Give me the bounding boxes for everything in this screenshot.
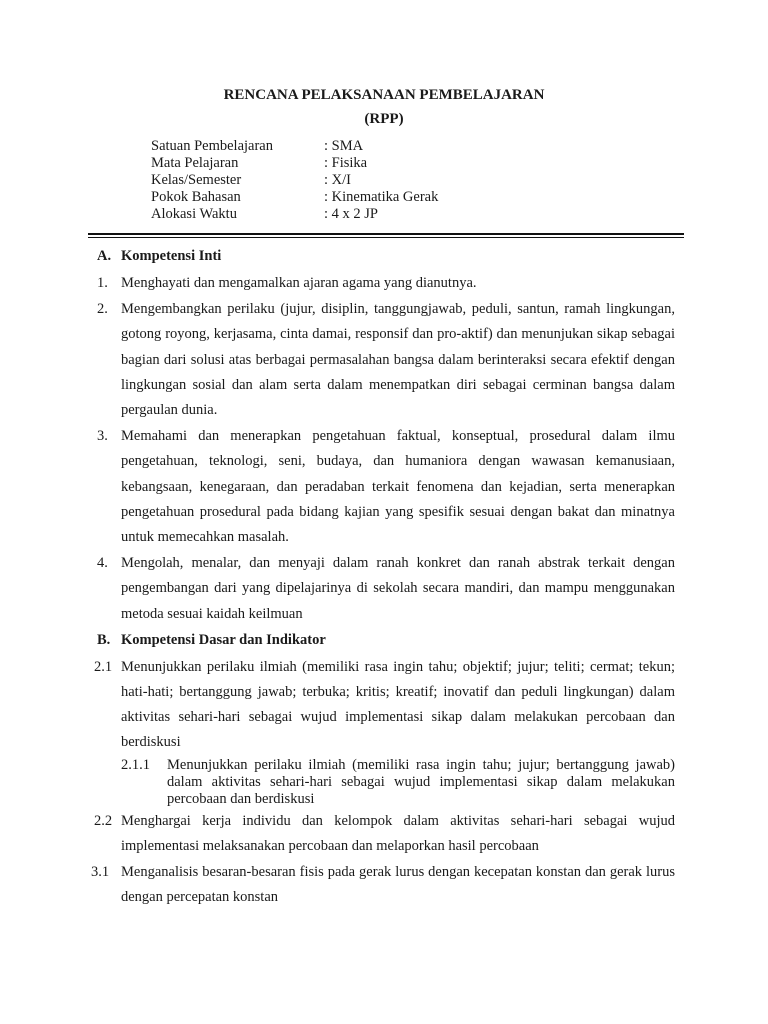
list-item bbox=[97, 297, 675, 423]
meta-table bbox=[151, 138, 438, 223]
meta-row bbox=[151, 189, 438, 206]
indicator-number: 2.1.1 bbox=[121, 756, 150, 773]
meta-value: : Kinematika Gerak bbox=[324, 189, 439, 205]
competency-number: 2.1 bbox=[94, 658, 113, 675]
competency-number: 2.2 bbox=[94, 812, 113, 829]
list-item bbox=[97, 551, 675, 627]
section-letter: A. bbox=[97, 248, 112, 264]
indicator-text: Menunjukkan perilaku ilmiah (memiliki rasa ingin tahu; jujur; bertanggung jawab) dalam aktivitas sehari-hari sebagai wujud implementasi sikap dalam melakukan percobaan dan berdiskusi bbox=[167, 756, 675, 807]
meta-row bbox=[151, 172, 438, 189]
meta-row bbox=[151, 206, 438, 223]
meta-value: : 4 x 2 JP bbox=[324, 206, 378, 222]
list-item bbox=[97, 424, 675, 550]
competency-item bbox=[94, 655, 675, 756]
competency-item bbox=[91, 860, 675, 910]
competency-text: Menunjukkan perilaku ilmiah (memiliki rasa ingin tahu; objektif; jujur; teliti; cermat; tekun; hati-hati; bertanggung jawab; terbuka; kritis; kreatif; inovatif dan peduli lingkungan) dalam aktivitas sehari-hari sebagai wujud implementasi sikap dalam melakukan percobaan dan berdiskusi bbox=[121, 658, 675, 751]
section-a-heading bbox=[97, 244, 675, 268]
document-body bbox=[91, 244, 675, 911]
item-number: 1. bbox=[97, 275, 108, 291]
meta-key: Pokok Bahasan bbox=[151, 189, 241, 205]
item-number: 4. bbox=[97, 555, 108, 572]
section-title: Kompetensi Dasar dan Indikator bbox=[121, 631, 326, 648]
competency-text: Menganalisis besaran-besaran fisis pada gerak lurus dengan kecepatan konstan dan gerak lurus dengan percepatan konstan bbox=[121, 864, 675, 906]
item-text: Memahami dan menerapkan pengetahuan faktual, konseptual, prosedural dalam ilmu pengetahuan, teknologi, seni, budaya, dan humaniora dengan wawasan kemanusiaan, kebangsaan, kenegaraan, dan peradaban terkait fenomena dan kejadian, serta menerapkan pengetahuan prosedural pada bidang kajian yang spesifik sesuai dengan bakat dan minatnya untuk memecahkan masalah. bbox=[121, 428, 675, 546]
meta-key: Kelas/Semester bbox=[151, 172, 242, 188]
document-title: RENCANA PELAKSANAAN PEMBELAJARAN bbox=[223, 87, 545, 103]
meta-key: Alokasi Waktu bbox=[151, 206, 237, 222]
competency-item bbox=[94, 809, 675, 859]
meta-row bbox=[151, 138, 438, 155]
item-number: 3. bbox=[97, 428, 108, 445]
meta-row bbox=[151, 155, 438, 172]
section-title: Kompetensi Inti bbox=[121, 248, 222, 264]
meta-value: : X/I bbox=[324, 172, 351, 188]
item-text: Mengolah, menalar, dan menyaji dalam ranah konkret dan ranah abstrak terkait dengan pengembangan dari yang dipelajarinya di sekolah secara mandiri, dan mampu menggunakan metoda sesuai kaidah keilmuan bbox=[121, 555, 675, 622]
item-text: Mengembangkan perilaku (jujur, disiplin, tanggungjawab, peduli, santun, ramah lingkungan, gotong royong, kerjasama, cinta damai, responsif dan pro-aktif) dan menunjukan sikap sebagai bagian dari solusi atas berbagai permasalahan bangsa dalam berinteraksi secara efektif dengan lingkungan sosial dan alam serta dalam menempatkan diri sebagai cerminan bangsa dalam pergaulan dunia. bbox=[121, 301, 675, 419]
item-number: 2. bbox=[97, 301, 108, 318]
meta-key: Satuan Pembelajaran bbox=[151, 138, 273, 154]
list-item bbox=[97, 271, 675, 296]
divider-thick bbox=[88, 233, 684, 235]
meta-value: : SMA bbox=[324, 138, 364, 154]
divider-thin bbox=[88, 237, 684, 238]
competency-number: 3.1 bbox=[91, 864, 110, 881]
indicator-item bbox=[121, 757, 675, 808]
section-letter: B. bbox=[97, 631, 111, 648]
meta-value: : Fisika bbox=[324, 155, 368, 171]
competency-text: Menghargai kerja individu dan kelompok dalam aktivitas sehari-hari sebagai wujud implementasi melaksanakan percobaan dan melaporkan hasil percobaan bbox=[121, 812, 675, 854]
document-subtitle: (RPP) bbox=[364, 111, 404, 127]
meta-key: Mata Pelajaran bbox=[151, 155, 239, 171]
section-b-heading bbox=[97, 628, 675, 652]
item-text: Menghayati dan mengamalkan ajaran agama yang dianutnya. bbox=[121, 275, 477, 291]
